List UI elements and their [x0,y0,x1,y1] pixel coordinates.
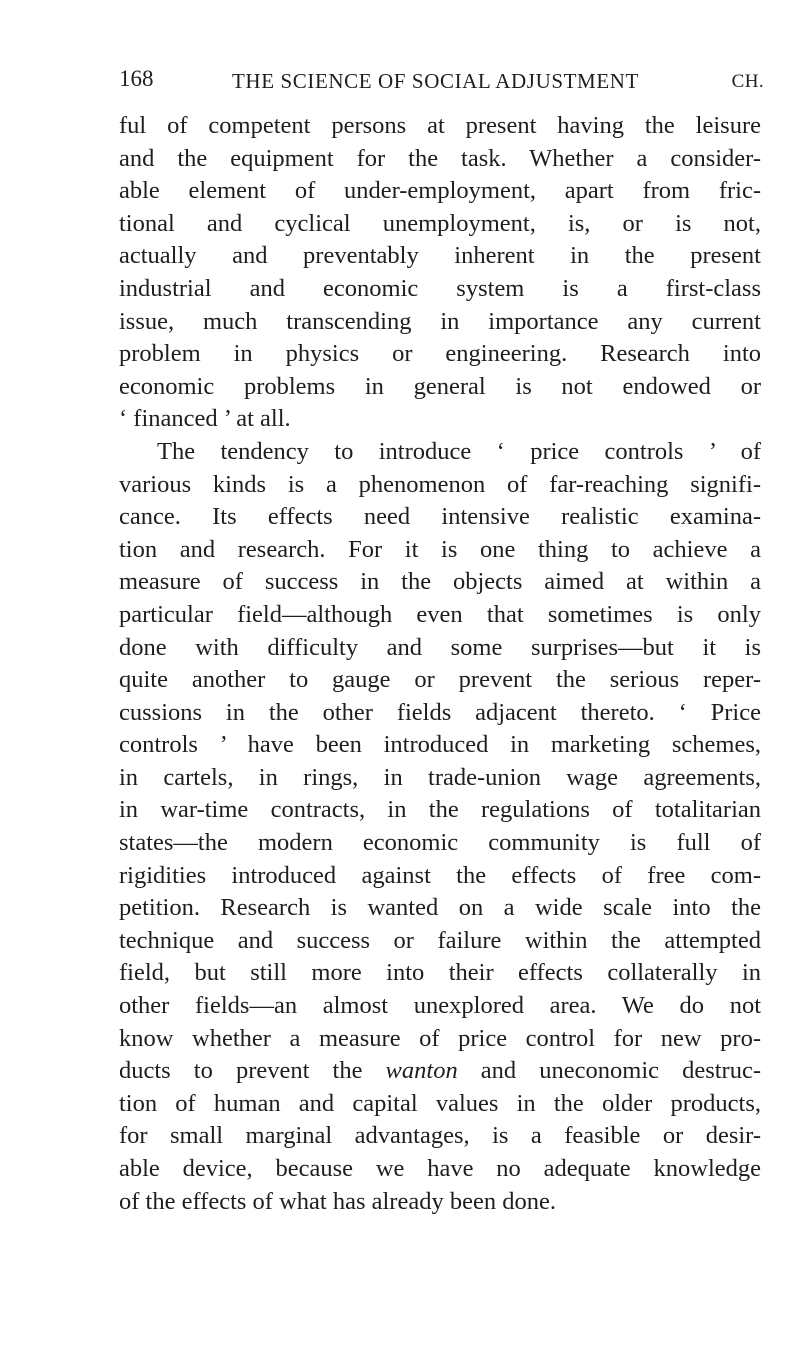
text-line: in war-time contracts, in the regulations of totalitarian [119,796,761,824]
running-head-title: THE SCIENCE OF SOCIAL ADJUSTMENT [232,69,639,93]
text-line: controls ’ have been introduced in marketing schemes, [119,731,761,759]
text-line-with-italic [119,1055,761,1088]
text-line: cussions in the other fields adjacent thereto. ‘ Price [119,698,761,726]
text-line: The tendency to introduce ‘ price controls ’ of [157,437,761,465]
text-line: other fields—an almost unexplored area. We do not [119,992,761,1020]
text-line: tion of human and capital values in the older products, [119,1089,761,1117]
text-line: ful of competent persons at present having the leisure [119,112,761,139]
text-line: done with difficulty and some surprises—but it is [119,633,761,661]
italic-word: wanton [385,1057,458,1085]
page-number: 168 [119,66,154,91]
text-line: tion and research. For it is one thing to achieve a [119,535,761,563]
text-fragment: and uneconomic destruc- [480,1057,761,1085]
text-line: in cartels, in rings, in trade-union wage agreements, [119,763,761,791]
text-line: able device, because we have no adequate knowledge [119,1155,761,1182]
text-line: economic problems in general is not endowed or [119,372,761,400]
text-line: various kinds is a phenomenon of far-reaching signifi- [119,470,761,498]
text-line: technique and success or failure within the attempted [119,926,761,954]
text-line: particular field—although even that sometimes is only [119,600,761,628]
text-line: field, but still more into their effects collaterally in [119,959,761,987]
text-line: cance. Its effects need intensive realistic examina- [119,503,761,531]
text-line: able element of under-employment, apart from fric- [119,177,761,205]
text-fragment: ducts to prevent the [119,1057,363,1085]
text-line: ‘ financed ’ at all. [119,405,291,433]
text-line: know whether a measure of price control for new pro- [119,1024,761,1052]
text-line: for small marginal advantages, is a feasible or desir- [119,1122,761,1150]
text-line: quite another to gauge or prevent the serious reper- [119,666,761,694]
running-head [119,66,764,96]
text-line: actually and preventably inherent in the present [119,242,761,270]
text-line: measure of success in the objects aimed at within a [119,568,761,596]
text-line: and the equipment for the task. Whether a consider- [119,144,761,172]
text-line: tional and cyclical unemployment, is, or is not, [119,209,761,237]
text-line: industrial and economic system is a first-class [119,274,761,302]
chapter-abbreviation: CH. [731,71,764,92]
text-line: states—the modern economic community is full of [119,829,761,857]
text-line: rigidities introduced against the effects of free com- [119,861,761,889]
paragraph-1 [119,110,761,436]
text-line: of the effects of what has already been done. [119,1187,556,1215]
text-line: petition. Research is wanted on a wide scale into the [119,894,761,922]
text-line: issue, much transcending in importance any current [119,307,761,335]
paragraph-2 [119,436,761,1218]
text-line: problem in physics or engineering. Research into [119,340,761,368]
body-text [119,110,761,1218]
